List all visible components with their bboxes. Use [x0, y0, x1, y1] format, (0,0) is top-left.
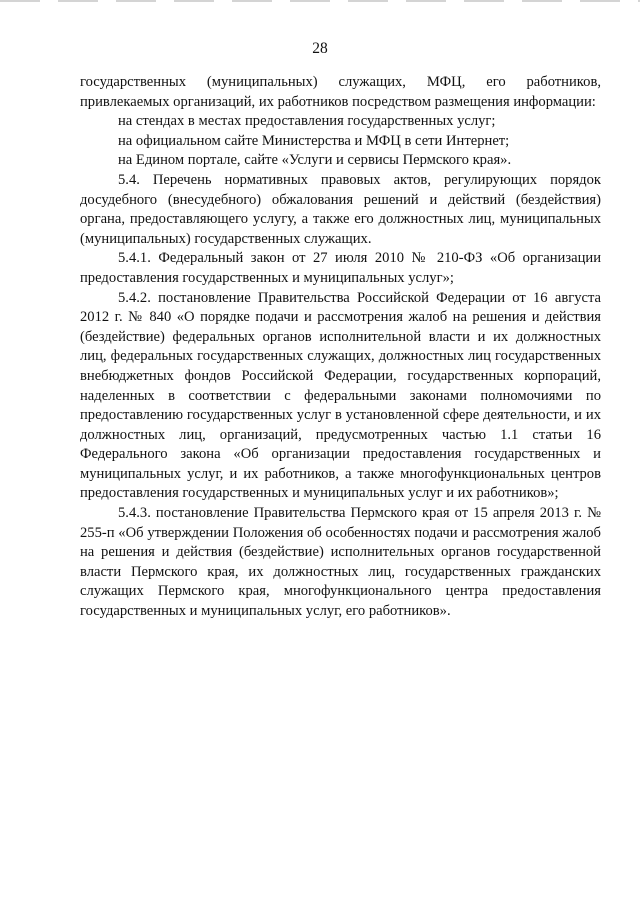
paragraph-continuation: государственных (муниципальных) служащих, МФЦ, его работников, привлекаемых организаций, их работников посредством размещения информации: [80, 74, 601, 110]
list-item-official-site: на официальном сайте Министерства и МФЦ в сети Интернет; [118, 132, 510, 149]
section-5-4-2: 5.4.2. постановление Правительства Российской Федерации от 16 августа 2012 г. № 840 «О порядке подачи и рассмотрения жалоб на решения и действия (бездействие) федеральных органов исполнительной власти и их должностных лиц, федеральных государственных служащих, должностных лиц государственных внебюджетных фондов Российской Федерации, государственных корпораций, наделенных в соответствии с федеральными законами полномочиями по предоставлению государственных услуг в установленной сфере деятельности, и их должностных лиц, организаций, предусмотренных частью 1.1 статьи 16 Федерального закона «Об организации предоставления государственных и муниципальных услуг, и их работников, а также многофункциональных центров предоставления государственных и муниципальных услуг и их работников»; [80, 289, 601, 502]
list-item-stands: на стендах в местах предоставления государственных услуг; [118, 113, 496, 130]
list-item-unified-portal: на Едином портале, сайте «Услуги и сервисы Пермского края». [118, 152, 512, 169]
document-body [80, 73, 601, 622]
scan-edge-artifact [0, 0, 640, 2]
section-5-4: 5.4. Перечень нормативных правовых актов, регулирующих порядок досудебного (внесудебного) обжалования решений и действий (бездействия) органа, предоставляющего услугу, а также его должностных лиц, муниципальных (муниципальных) государственных служащих. [80, 171, 601, 247]
section-5-4-3: 5.4.3. постановление Правительства Пермского края от 15 апреля 2013 г. № 255-п «Об утверждении Положения об особенностях подачи и рассмотрения жалоб на решения и действия (бездействие) исполнительных органов государственной власти Пермского края, их должностных лиц, государственных гражданских служащих Пермского края, многофункционального центра предоставления государственных и муниципальных услуг, его работников». [80, 505, 601, 620]
page-number: 28 [312, 40, 328, 57]
section-5-4-1: 5.4.1. Федеральный закон от 27 июля 2010 № 210-ФЗ «Об организации предоставления государственных и муниципальных услуг»; [80, 250, 601, 286]
